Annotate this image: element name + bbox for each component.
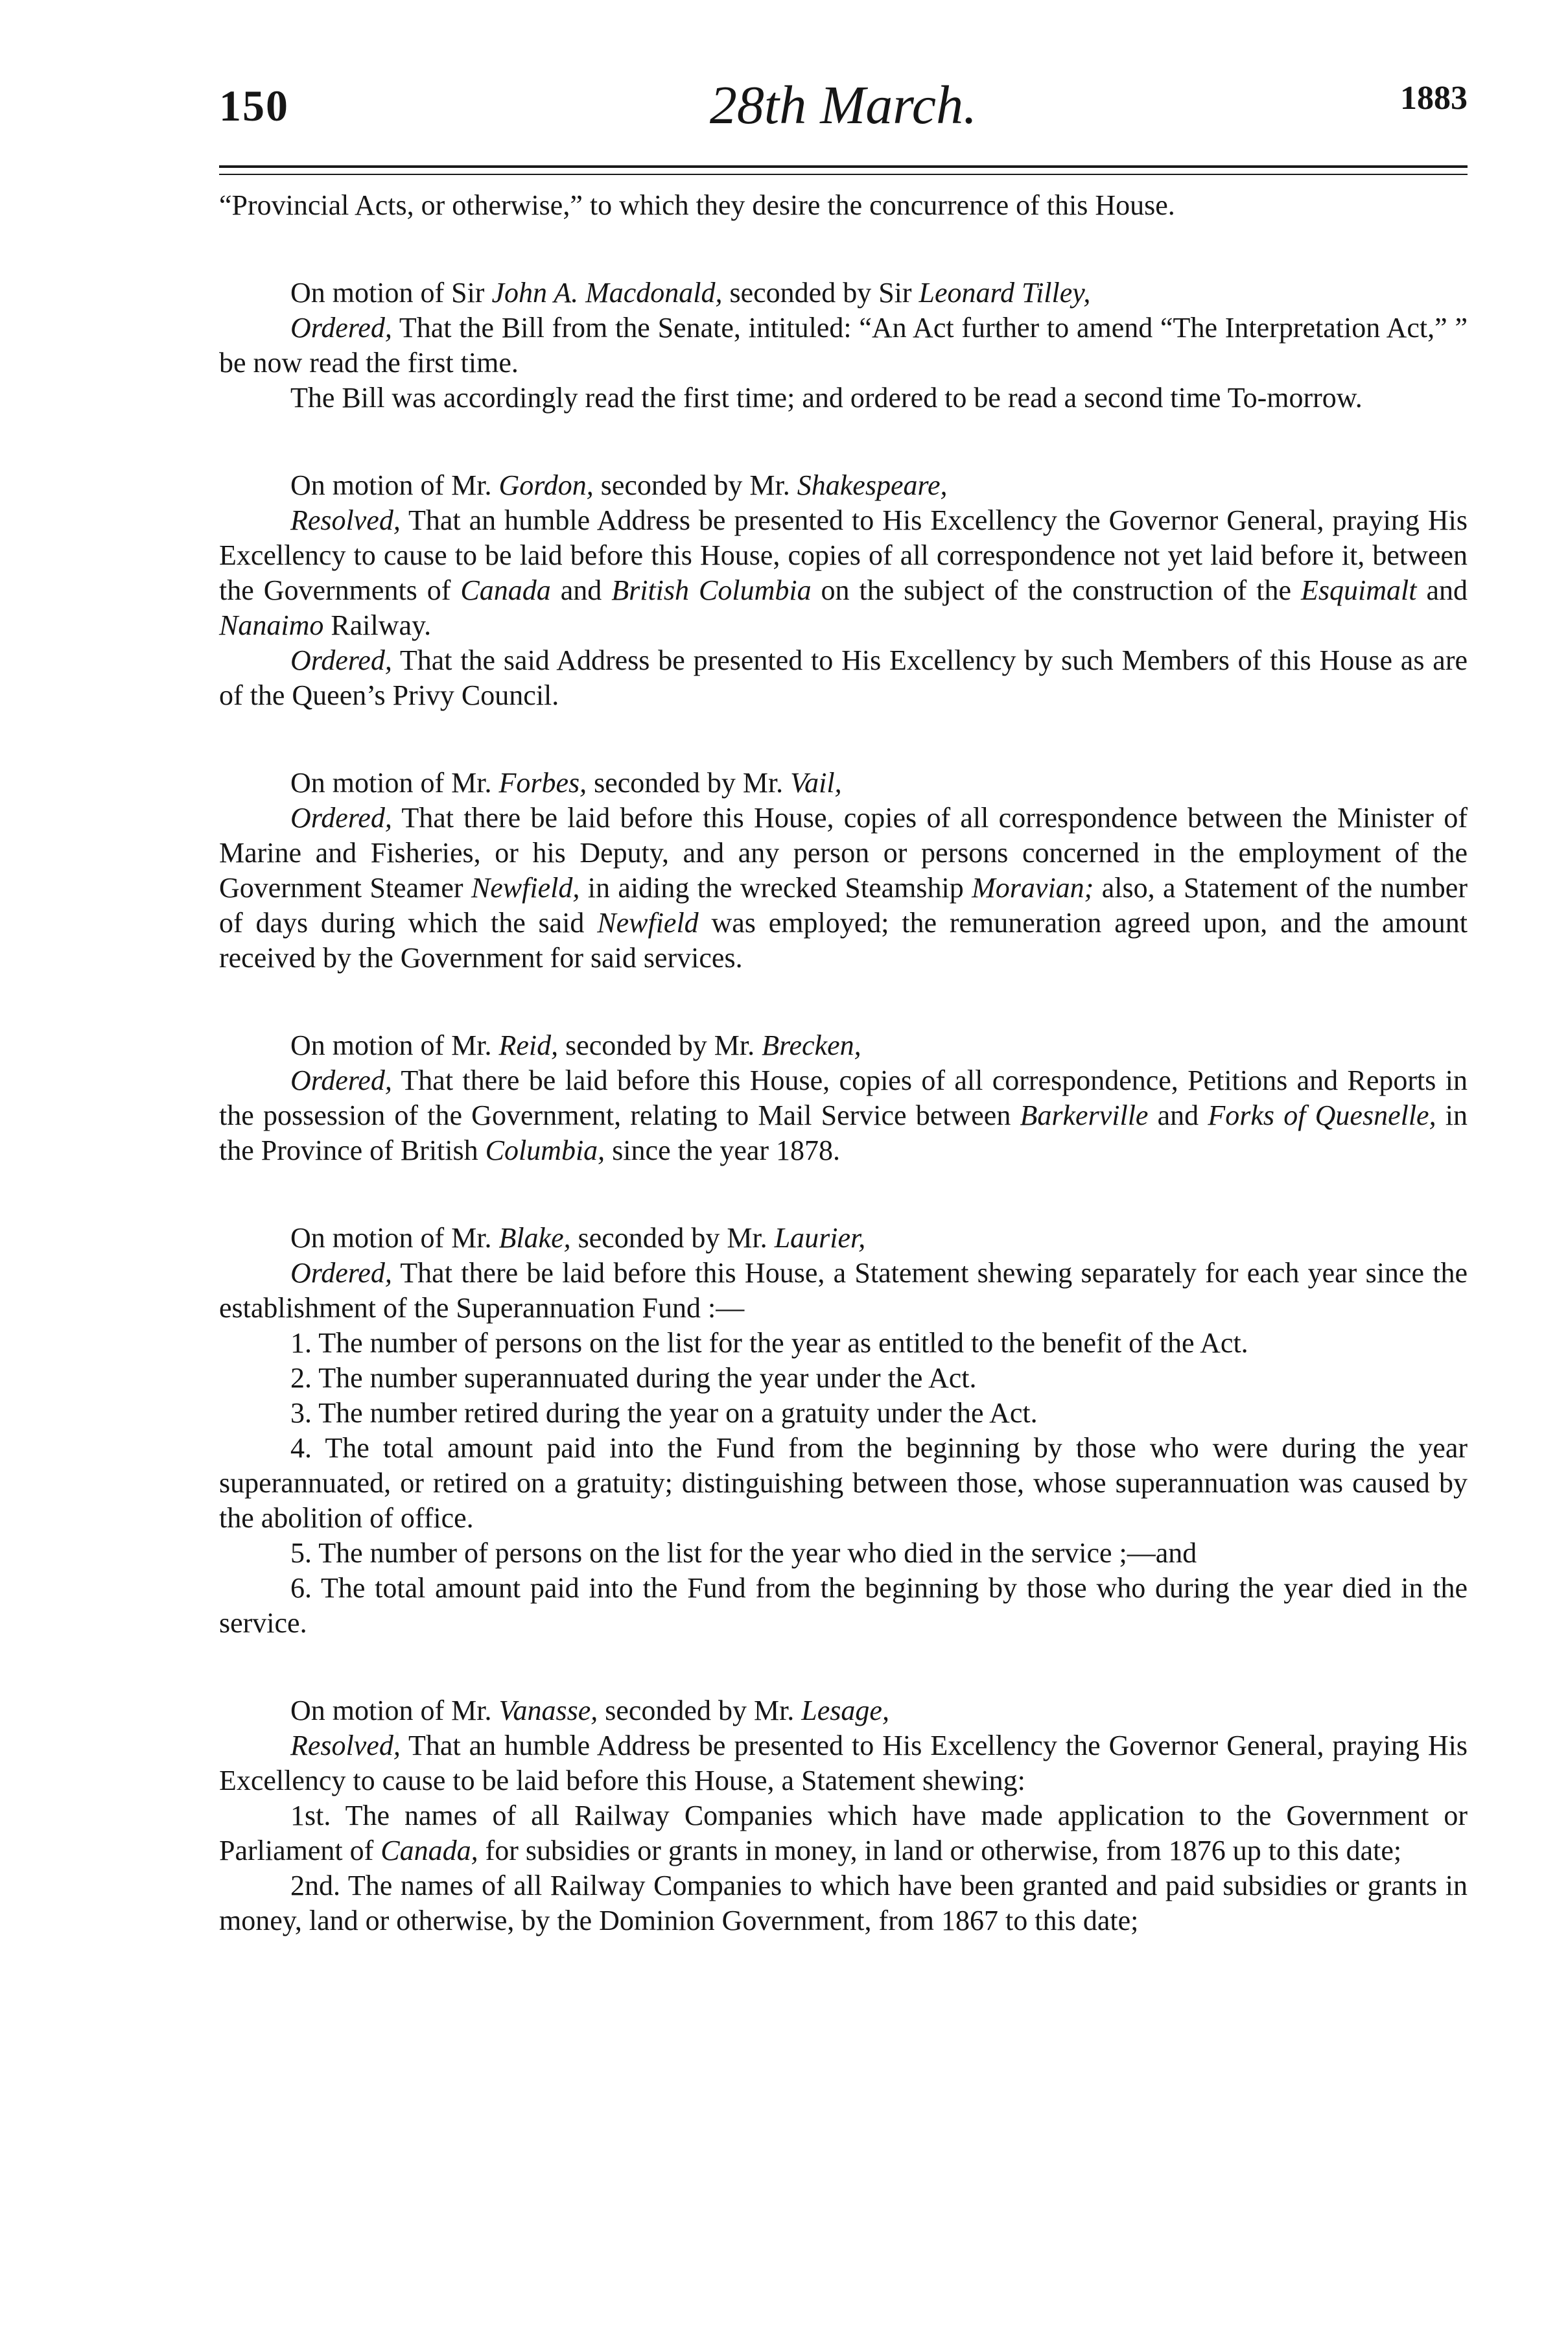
text-run: 6. The total amount paid into the Fund from the beginning by those who during the year died in the service.	[219, 1572, 1468, 1639]
text-run: seconded by Mr.	[598, 1695, 802, 1726]
text-run: 4. The total amount paid into the Fund from the beginning by those who were during the year superannuated, or retired on a gratuity; distinguishing between those, whose superannuation was caused by the abolition of office.	[219, 1432, 1468, 1534]
text-run: “Provincial Acts, or otherwise,” to which they desire the concurrence of this House.	[219, 189, 1175, 221]
journal-entry-interpretation-act	[219, 276, 1468, 416]
italic-text-run: Nanaimo	[219, 609, 324, 641]
text-run: On motion of Mr.	[290, 1695, 499, 1726]
italic-text-run: Laurier,	[774, 1222, 866, 1254]
italic-text-run: Ordered,	[290, 1257, 392, 1289]
italic-text-run: Reid,	[498, 1029, 559, 1061]
italic-text-run: Forbes,	[498, 767, 587, 799]
text-run: seconded by Mr.	[570, 1222, 775, 1254]
italic-text-run: Vail,	[790, 767, 842, 799]
entry-paragraph	[219, 1326, 1468, 1361]
italic-text-run: Resolved,	[290, 1730, 401, 1761]
text-run: also, a Statement of the number of days during which the said	[219, 872, 1468, 939]
italic-text-run: Leonard Tilley,	[919, 277, 1091, 309]
text-run: 2. The number superannuated during the year under the Act.	[290, 1362, 977, 1394]
text-run: seconded by Mr.	[558, 1029, 762, 1061]
italic-text-run: John A. Macdonald,	[491, 277, 723, 309]
entry-paragraph	[219, 1396, 1468, 1431]
text-run: seconded by Mr.	[587, 767, 791, 799]
page-header	[219, 70, 1468, 141]
text-run: 5. The number of persons on the list for the year who died in the service ;—and	[290, 1537, 1197, 1569]
italic-text-run: Vanasse,	[498, 1695, 598, 1726]
text-run: Railway.	[323, 609, 432, 641]
journal-entry-provincial-acts	[219, 188, 1468, 223]
entry-paragraph	[219, 276, 1468, 311]
italic-text-run: Columbia,	[485, 1134, 605, 1166]
journal-entry-superannuation-fund	[219, 1221, 1468, 1641]
text-run: On motion of Mr.	[290, 469, 499, 501]
text-run: 1st. The names of all Railway Companies which have made application to the Government or Parliament of	[219, 1800, 1468, 1866]
italic-text-run: Ordered,	[290, 312, 392, 344]
entry-paragraph	[219, 468, 1468, 503]
header-rule-thin	[219, 174, 1468, 175]
text-run: 3. The number retired during the year on a gratuity under the Act.	[290, 1397, 1038, 1429]
entry-paragraph	[219, 1798, 1468, 1868]
text-run: On motion of Sir	[290, 277, 492, 309]
entry-paragraph	[219, 801, 1468, 976]
text-run: That an humble Address be presented to His Excellency the Governor General, praying His Excellency to cause to be laid before this House, copies of all correspondence not yet laid before it, between the Governments of	[219, 504, 1468, 606]
entry-paragraph	[219, 1536, 1468, 1571]
text-run: 1. The number of persons on the list for the year as entitled to the benefit of the Act.	[290, 1327, 1248, 1359]
text-run: That the Bill from the Senate, intituled: “An Act further to amend “The Interpretation Act,” ” be now read the first time.	[219, 312, 1468, 379]
text-run: That the said Address be presented to His Excellency by such Members of this House as are of the Queen’s Privy Council.	[219, 644, 1468, 711]
entry-paragraph	[219, 1361, 1468, 1396]
text-run: On motion of Mr.	[290, 1029, 499, 1061]
journal-entry-esquimalt-nanaimo	[219, 468, 1468, 713]
text-run: 2nd. The names of all Railway Companies to which have been granted and paid subsidies or grants in money, land or otherwise, by the Dominion Government, from 1867 to this date;	[219, 1870, 1468, 1936]
entry-paragraph	[219, 766, 1468, 801]
text-run: seconded by Sir	[722, 277, 919, 309]
entry-paragraph	[219, 503, 1468, 643]
text-run: That an humble Address be presented to His Excellency the Governor General, praying His Excellency to cause to be laid before this House, a Statement shewing:	[219, 1730, 1468, 1796]
text-run: since the year 1878.	[605, 1134, 841, 1166]
italic-text-run: Shakespeare,	[797, 469, 948, 501]
text-run: On motion of Mr.	[290, 1222, 499, 1254]
italic-text-run: Canada	[460, 574, 551, 606]
entry-paragraph	[219, 311, 1468, 381]
italic-text-run: Barkerville	[1020, 1099, 1149, 1131]
running-date: 28th March.	[709, 75, 977, 135]
journal-entry-mail-service	[219, 1028, 1468, 1168]
italic-text-run: Ordered,	[290, 644, 392, 676]
entry-paragraph	[219, 1728, 1468, 1798]
italic-text-run: Resolved,	[290, 504, 401, 536]
journal-body	[219, 188, 1468, 1938]
italic-text-run: British Columbia	[611, 574, 812, 606]
italic-text-run: Esquimalt	[1301, 574, 1417, 606]
entry-paragraph	[219, 1063, 1468, 1168]
italic-text-run: Gordon,	[498, 469, 594, 501]
text-run: and	[1416, 574, 1468, 606]
entry-paragraph	[219, 188, 1468, 223]
text-run: on the subject of the construction of the	[811, 574, 1302, 606]
italic-text-run: Moravian;	[972, 872, 1094, 904]
text-run: That there be laid before this House, a Statement shewing separately for each year since the establishment of the Superannuation Fund :—	[219, 1257, 1468, 1324]
italic-text-run: Newfield,	[471, 872, 580, 904]
italic-text-run: Brecken,	[762, 1029, 861, 1061]
text-run: On motion of Mr.	[290, 767, 499, 799]
entry-paragraph	[219, 1028, 1468, 1063]
italic-text-run: Forks of Quesnelle,	[1208, 1099, 1436, 1131]
entry-paragraph	[219, 381, 1468, 416]
italic-text-run: Blake,	[498, 1222, 571, 1254]
text-run: in the Province of British	[219, 1099, 1468, 1166]
italic-text-run: Ordered,	[290, 802, 392, 834]
italic-text-run: Lesage,	[801, 1695, 889, 1726]
text-run: The Bill was accordingly read the first time; and ordered to be read a second time To-morrow.	[290, 382, 1363, 414]
journal-entry-steamer-newfield	[219, 766, 1468, 976]
running-year: 1883	[1400, 80, 1468, 117]
journal-entry-railway-companies	[219, 1693, 1468, 1938]
entry-paragraph	[219, 1256, 1468, 1326]
italic-text-run: Canada,	[380, 1835, 478, 1866]
text-run: That there be laid before this House, copies of all correspondence between the Minister of Marine and Fisheries, or his Deputy, and any person or persons concerned in the employment of the Government Steamer	[219, 802, 1468, 904]
entry-paragraph	[219, 1693, 1468, 1728]
text-run: and	[1148, 1099, 1208, 1131]
entry-paragraph	[219, 1571, 1468, 1641]
text-run: seconded by Mr.	[593, 469, 797, 501]
entry-paragraph	[219, 1221, 1468, 1256]
entry-paragraph	[219, 1431, 1468, 1536]
header-rule-thick	[219, 165, 1468, 168]
text-run: in aiding the wrecked Steamship	[579, 872, 972, 904]
entry-paragraph	[219, 1868, 1468, 1938]
entry-paragraph	[219, 643, 1468, 713]
text-run: was employed; the remuneration agreed upon, and the amount received by the Government for said services.	[219, 907, 1468, 974]
text-run: and	[550, 574, 612, 606]
text-run: for subsidies or grants in money, in land or otherwise, from 1876 up to this date;	[478, 1835, 1402, 1866]
page-number: 150	[219, 81, 289, 130]
italic-text-run: Newfield	[597, 907, 699, 939]
italic-text-run: Ordered,	[290, 1064, 392, 1096]
text-run: That there be laid before this House, copies of all correspondence, Petitions and Reports in the possession of the Government, relating to Mail Service between	[219, 1064, 1468, 1131]
